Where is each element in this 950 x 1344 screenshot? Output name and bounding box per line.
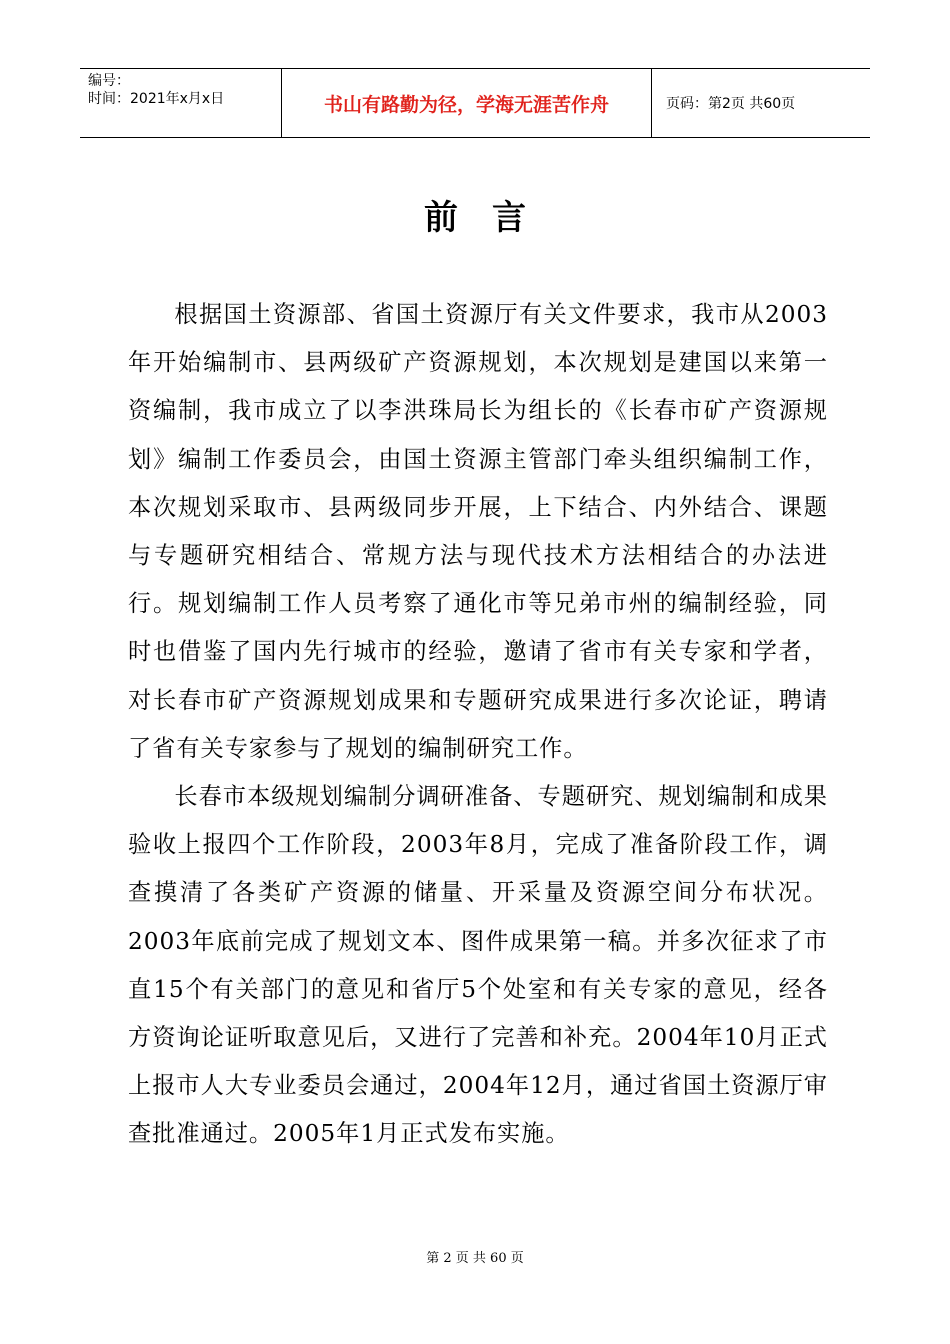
page-footer: 第 2 页 共 60 页	[426, 1251, 524, 1266]
document-body	[128, 291, 828, 1159]
page-info-text: 页码：第2页 共60页	[666, 96, 796, 112]
header-meta-cell	[80, 69, 282, 137]
paragraph: 根据国土资源部、省国土资源厅有关文件要求，我市从2003年开始编制市、县两级矿产资源规划，本次规划是建国以来第一资编制，我市成立了以李洪珠局长为组长的《长春市矿产资源规划》编制工作委员会，由国土资源主管部门牵头组织编制工作，本次规划采取市、县两级同步开展，上下结合、内外结合、课题与专题研究相结合、常规方法与现代技术方法相结合的办法进行。规划编制工作人员考察了通化市等兄弟市州的编制经验，同时也借鉴了国内先行城市的经验，邀请了省市有关专家和学者，对长春市矿产资源规划成果和专题研究成果进行多次论证，聘请了省有关专家参与了规划的编制研究工作。	[128, 301, 828, 762]
document-header	[80, 68, 870, 138]
time-label: 时间：2021年x月x日	[88, 91, 225, 107]
motto-text: 书山有路勤为径，学海无涯苦作舟	[323, 93, 609, 116]
page-title: 前言	[424, 198, 560, 238]
number-label: 编号：	[88, 73, 130, 89]
motto-cell	[282, 69, 652, 137]
paragraph: 长春市本级规划编制分调研准备、专题研究、规划编制和成果验收上报四个工作阶段，2003年8月，完成了准备阶段工作，调查摸清了各类矿产资源的储量、开采量及资源空间分布状况。2003年底前完成了规划文本、图件成果第一稿。并多次征求了市直15个有关部门的意见和省厅5个处室和有关专家的意见，经各方资询论证听取意见后，又进行了完善和补充。2004年10月正式上报市人大专业委员会通过，2004年12月，通过省国土资源厅审查批准通过。2005年1月正式发布实施。	[128, 783, 828, 1148]
page-info-cell	[652, 69, 870, 137]
